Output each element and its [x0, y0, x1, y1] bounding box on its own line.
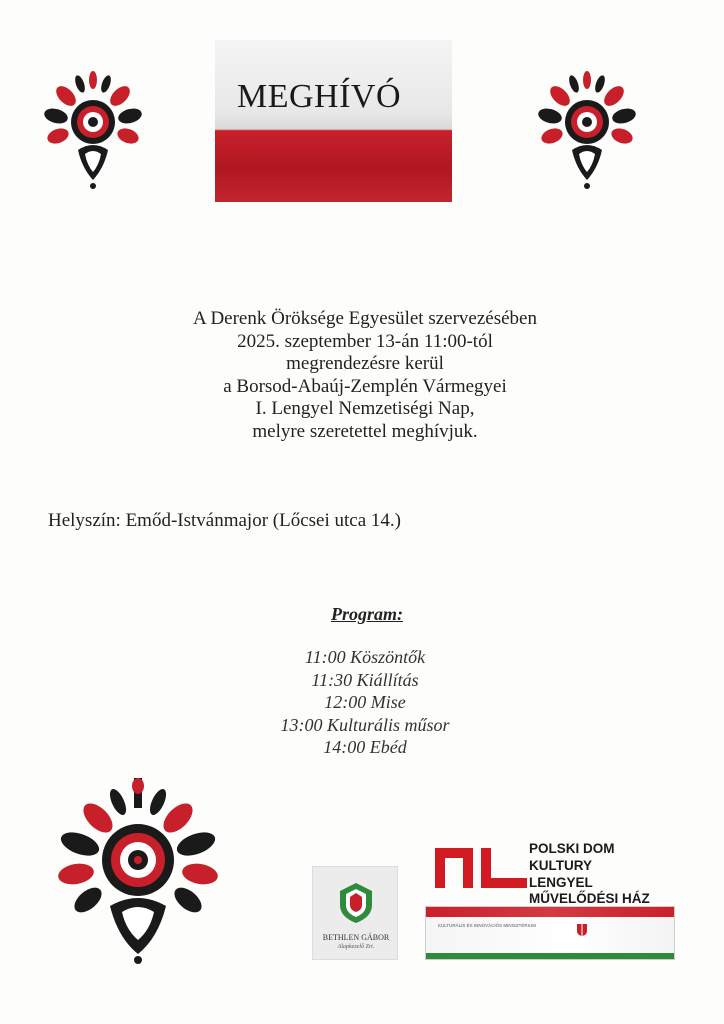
folk-ornament-left-icon — [44, 70, 142, 190]
folk-ornament-large-icon — [58, 778, 218, 964]
invitation-line: megrendezésre kerül — [286, 353, 444, 375]
location-text: Helyszín: Emőd-Istvánmajor (Lőcsei utca 14.) — [48, 510, 401, 531]
program-item: 11:00 Köszöntők — [304, 647, 426, 667]
program-item: 14:00 Ebéd — [323, 737, 407, 758]
banner-text: KULTURÁLIS ÉS INNOVÁCIÓS MINISZTÉRIUM — [438, 923, 536, 928]
pdk-name — [529, 841, 650, 908]
program-item: 11:30 Kiállítás — [311, 669, 419, 690]
program-item: 12:00 Mise — [324, 692, 406, 713]
invitation-line: 2025. szeptember 13-án 11:00-tól — [237, 330, 493, 352]
folk-ornament-right-icon — [538, 70, 636, 190]
bethlen-shield-icon — [336, 881, 376, 925]
banner-green-stripe — [426, 953, 675, 959]
invitation-line: A Derenk Öröksége Egyesület szervezésében — [193, 308, 537, 329]
bethlen-name: BETHLEN GÁBOR — [322, 933, 390, 942]
program-list — [210, 646, 520, 759]
bethlen-sub: Alapkezelő Zrt. — [337, 944, 375, 950]
invitation-line: melyre szeretettel meghívjuk. — [252, 420, 478, 442]
pdk-line: MŰVELŐDÉSI HÁZ — [529, 891, 650, 907]
program-item: 13:00 Kulturális műsor — [280, 714, 450, 735]
invitation-line: a Borsod-Abaúj-Zemplén Vármegyei — [223, 375, 507, 397]
page-title: MEGHÍVÓ — [237, 78, 402, 115]
bethlen-gabor-logo — [312, 866, 398, 960]
pdk-line: KULTURY — [529, 857, 592, 873]
coat-of-arms-icon — [576, 923, 588, 937]
polski-dom-kultury-logo — [425, 838, 680, 964]
banner-stripe — [426, 907, 675, 917]
polish-flag-banner — [215, 40, 452, 202]
invitation-text — [120, 308, 610, 444]
pdk-line: POLSKI DOM — [529, 841, 615, 856]
pdk-monogram-icon — [433, 844, 529, 894]
pdk-line: LENGYEL — [529, 874, 593, 890]
invitation-line: I. Lengyel Nemzetiségi Nap, — [255, 398, 475, 420]
program-title: Program: — [331, 604, 403, 624]
ministry-banner — [425, 906, 675, 960]
